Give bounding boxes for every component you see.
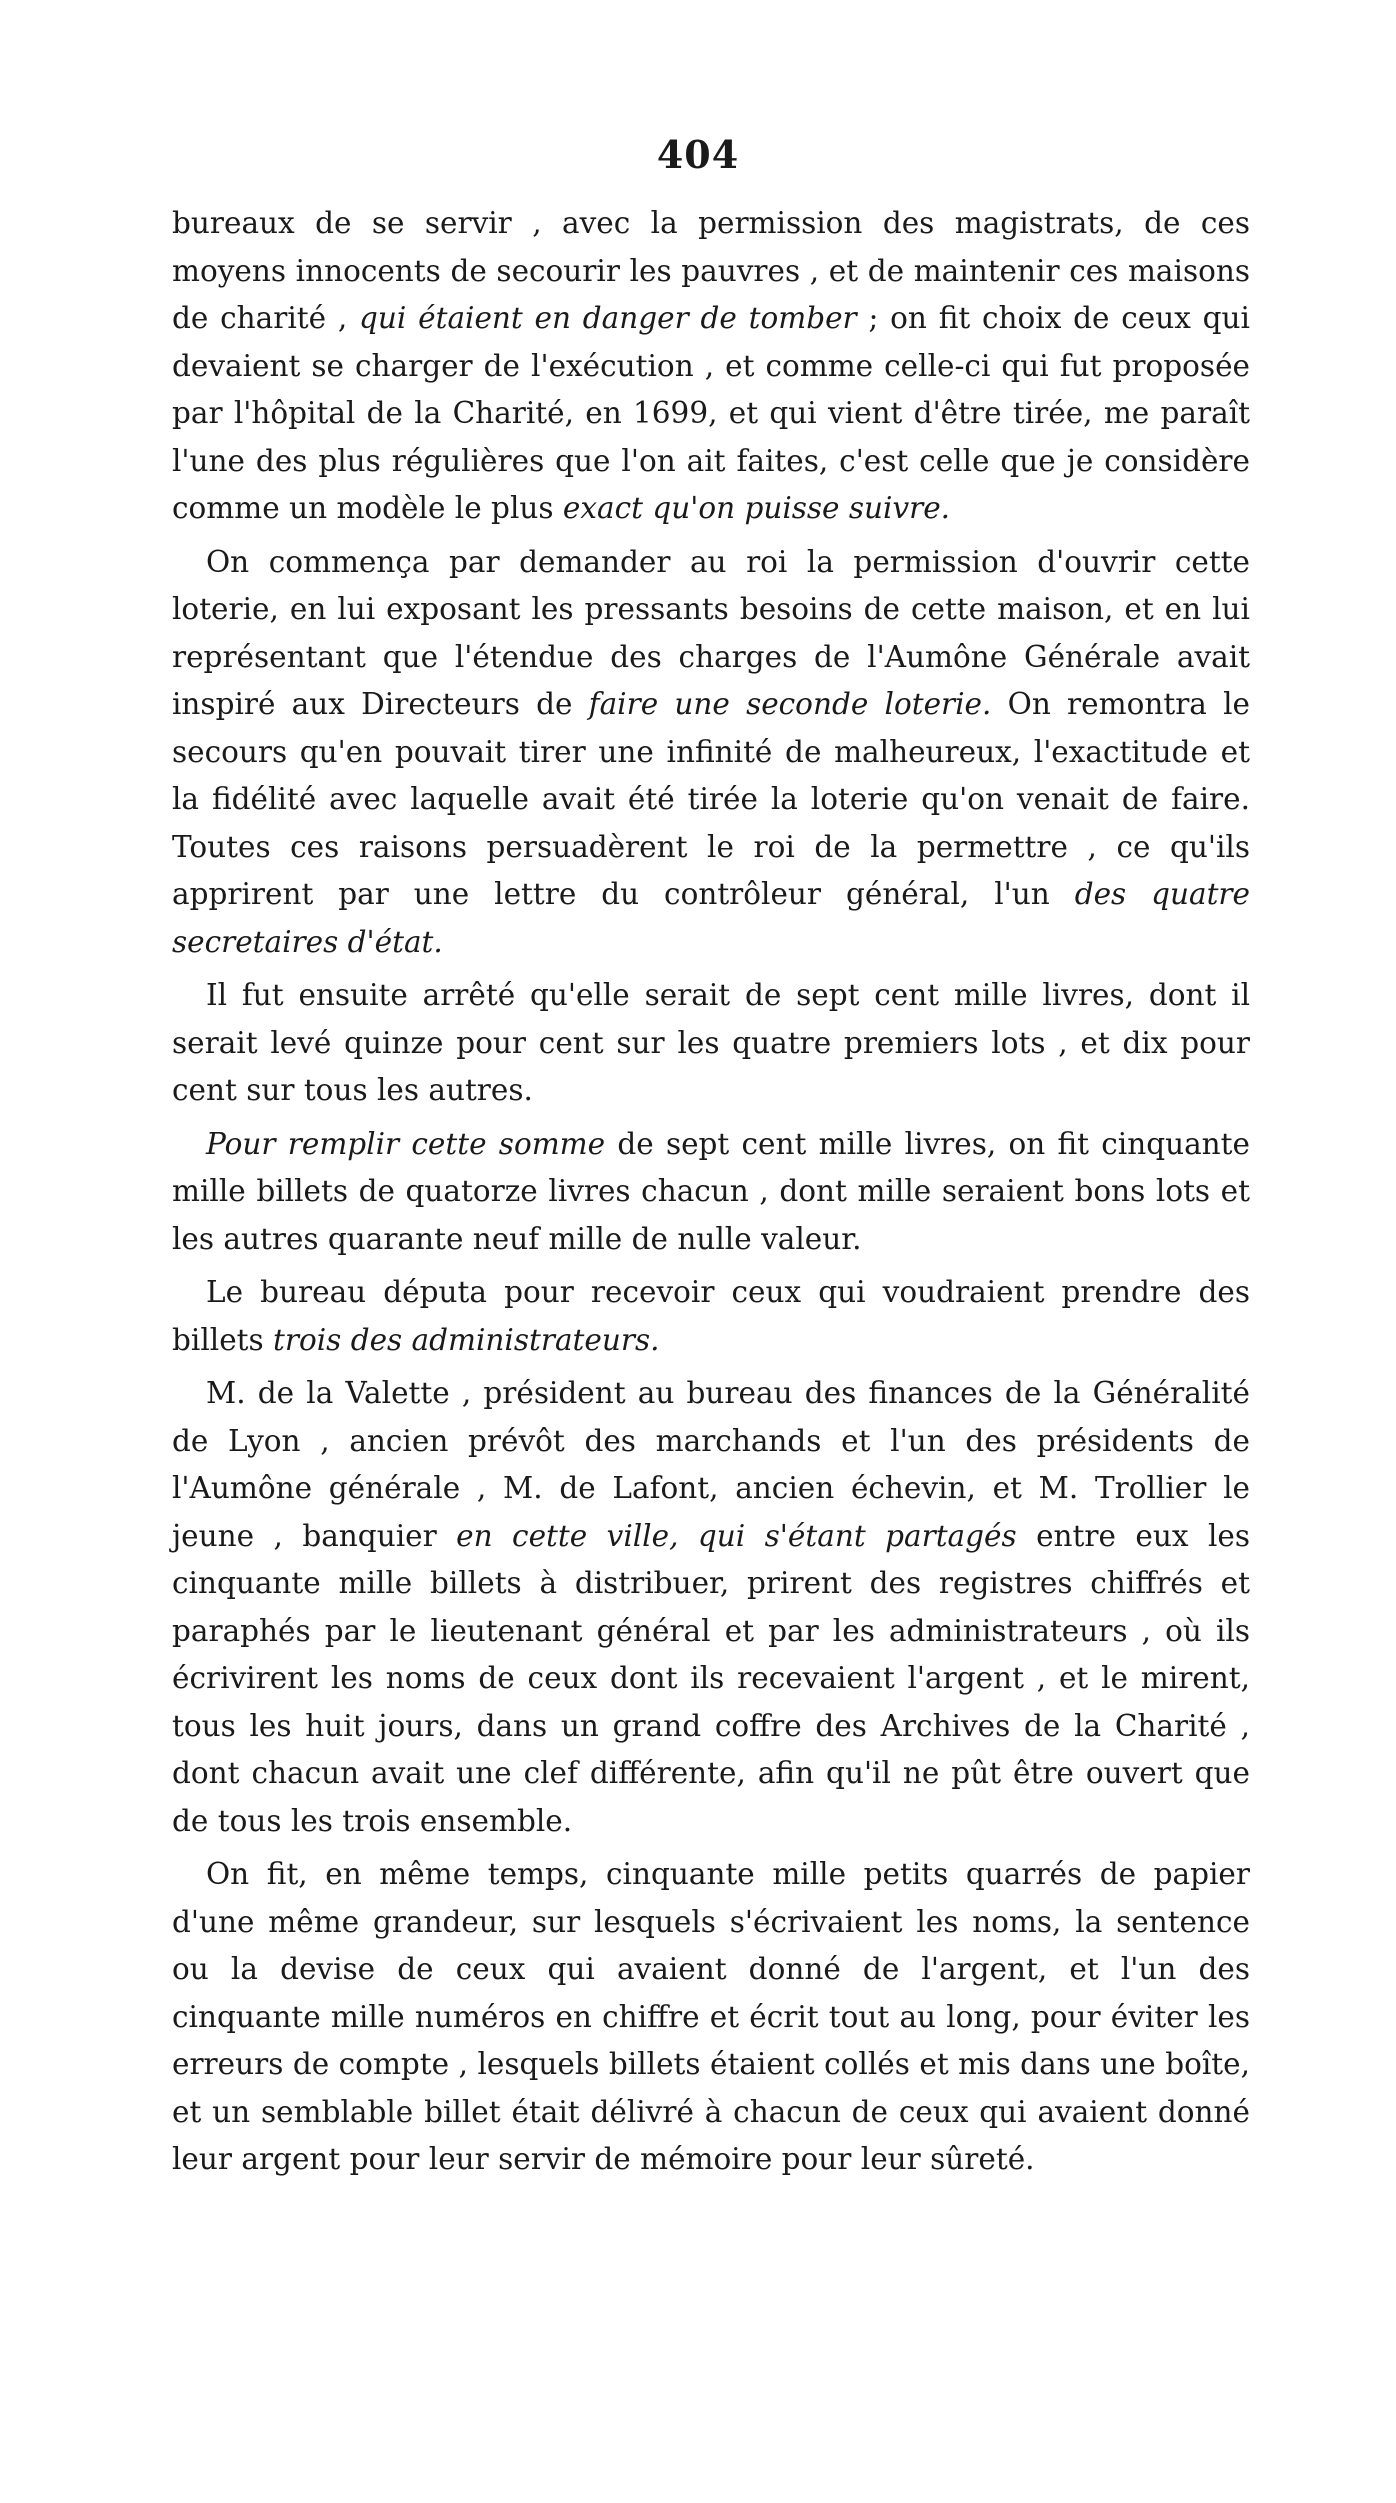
text-run-italic: faire une seconde loterie. bbox=[588, 687, 992, 721]
page-number: 404 bbox=[656, 132, 740, 177]
text-run: On remontra le secours qu'en pouvait tirer une infinité de malheureux, l'exactitude et la fidélité avec laquelle avait été tirée la loterie qu'on venait de faire. Toutes ces raisons persuadèrent le roi de la permettre , ce qu'ils apprirent par une lettre du contrôleur général, l'un bbox=[172, 687, 1251, 911]
text-run-italic: qui étaient en danger de tomber bbox=[359, 301, 857, 335]
text-run: Il fut ensuite arrêté qu'elle serait de sept cent mille livres, dont il serait levé quinze pour cent sur les quatre premiers lots , et dix pour cent sur tous les autres. bbox=[172, 978, 1250, 1107]
text-run: On fit, en même temps, cinquante mille petits quarrés de papier d'une même grandeur, sur lesquels s'écrivaient les noms, la sentence ou la devise de ceux qui avaient donné de l'argent, et l'un des cinquante mille numéros en chiffre et écrit tout au long, pour éviter les erreurs de compte , lesquels billets étaient collés et mis dans une boîte, et un semblable billet était délivré à chacun de ceux qui avaient donné leur argent pour leur servir de mémoire pour leur sûreté. bbox=[172, 1857, 1250, 2176]
text-run: entre eux les cinquante mille billets à distribuer, prirent des registres chiffrés et paraphés par le lieutenant général et par les administrateurs , où ils écrivirent les noms de ceux dont ils recevaient l'argent , et le mirent, tous les huit jours, dans un grand coffre des Archives de la Charité , dont chacun avait une clef différente, afin qu'il ne pût être ouvert que de tous les trois ensemble. bbox=[172, 1518, 1250, 1838]
text-run: de sept cent mille livres, on fit cinquante mille billets de quatorze livres chacun , dont mille seraient bons lots et les autres quarante neuf mille de nulle valeur. bbox=[172, 1126, 1250, 1256]
paragraph bbox=[172, 1121, 1250, 1264]
text-run-italic: Pour remplir cette somme bbox=[206, 1126, 606, 1161]
paragraph bbox=[172, 1851, 1250, 2184]
paragraph bbox=[172, 1370, 1250, 1845]
text-run: Le bureau députa pour recevoir ceux qui voudraient prendre des billets bbox=[172, 1275, 1250, 1357]
text-run-italic: en cette ville, qui s'étant partagés bbox=[456, 1518, 1017, 1553]
text-run: M. de la Valette , président au bureau des finances de la Généralité de Lyon , ancien prévôt des marchands et l'un des présidents de l'Aumône générale , M. de Lafont, ancien échevin, et M. Trollier le jeune , banquier bbox=[172, 1376, 1250, 1553]
paragraph bbox=[172, 200, 1250, 533]
text-run: On commença par demander au roi la permission d'ouvrir cette loterie, en lui exposant les pressants besoins de cette maison, et en lui représentant que l'étendue des charges de l'Aumône Générale avait inspiré aux Directeurs de bbox=[172, 544, 1250, 721]
body-text bbox=[172, 200, 1250, 2190]
text-run-italic: exact qu'on puisse suivre. bbox=[562, 491, 951, 525]
paragraph bbox=[172, 1269, 1250, 1364]
text-run-italic: trois des administrateurs. bbox=[273, 1322, 660, 1357]
text-run: ; on fit choix de ceux qui devaient se charger de l'exécution , et comme celle-ci qui fut proposée par l'hôpital de la Charité, en 1699, et qui vient d'être tirée, me paraît l'une des plus régulières que l'on ait faites, c'est celle que je considère comme un modèle le plus bbox=[172, 301, 1250, 525]
text-run-italic: des quatre secretaires d'état. bbox=[172, 877, 1250, 959]
paragraph bbox=[172, 972, 1250, 1115]
paragraph bbox=[172, 539, 1250, 967]
text-run: bureaux de se servir , avec la permission des magistrats, de ces moyens innocents de secourir les pauvres , et de maintenir ces maisons de charité , bbox=[172, 206, 1250, 335]
